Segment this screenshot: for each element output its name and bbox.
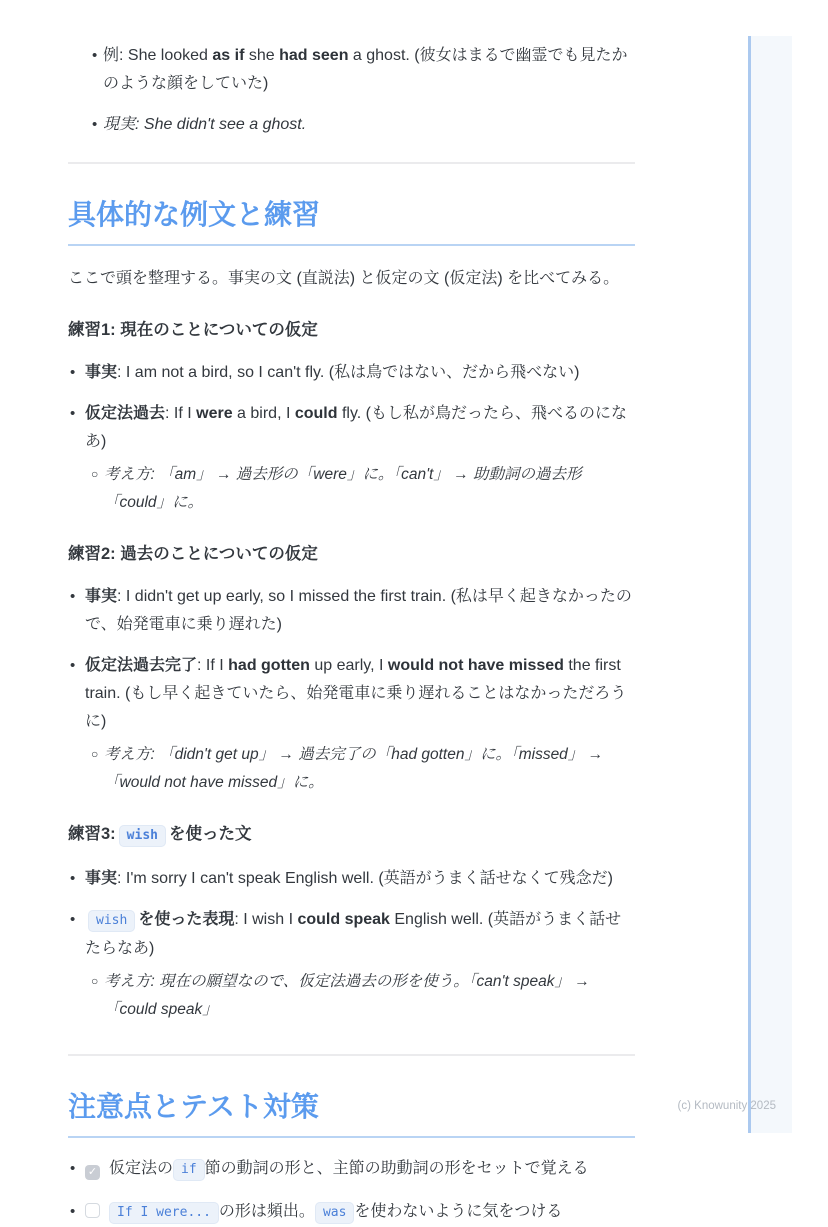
page-margin-panel [751, 36, 792, 1133]
drill1-fact-item [68, 359, 635, 387]
note-content [68, 0, 635, 1227]
drill1-fact-text: 事実: I am not a bird, so I can't fly. (私は鳥ではない、だから飛べない) [85, 364, 580, 381]
circle-marker-icon: ○ [91, 747, 99, 761]
reality-text: 現実: She didn't see a ghost. [103, 116, 307, 133]
circle-marker-icon: ○ [91, 974, 99, 988]
drill2-fact-item [68, 583, 635, 639]
drill1-subjunctive-text: 仮定法過去: If I were a bird, I could fly. (もし私が鳥だったら、飛べるのになあ) [85, 405, 628, 450]
circle-marker-icon: ○ [91, 467, 99, 481]
section-title-tips: 注意点とテスト対策 [68, 1089, 635, 1138]
tips-checklist [68, 1155, 635, 1227]
copyright-footer: (c) Knowunity 2025 [677, 1100, 776, 1112]
drill2-subjunctive-text: 仮定法過去完了: If I had gotten up early, I would not have missed the first train. (もし早く起きていたら、始発電車に乗り遅れることはなかっただろうに) [85, 657, 627, 730]
section-divider [68, 162, 635, 164]
drill3-wish-item [68, 906, 635, 1024]
example-bullet [68, 42, 635, 98]
drill3-fact-item [68, 865, 635, 893]
drill1-list [68, 359, 635, 517]
drill2-list [68, 583, 635, 797]
bullet-marker-icon: • [70, 1203, 76, 1220]
drill3-heading: 練習3: wish を使った文 [68, 820, 635, 850]
drill1-note-text: 考え方: 「am」 → 過去形の「were」に。「can't」 → 助動詞の過去形「could」に。 [104, 466, 582, 511]
asif-example-list [68, 42, 635, 139]
section-intro-paragraph: ここで頭を整理する。事実の文 (直説法) と仮定の文 (仮定法) を比べてみる。 [68, 270, 620, 287]
checklist-text: 仮定法の if 節の動詞の形と、主節の助動詞の形をセットで覚える [109, 1160, 589, 1177]
drill2-heading: 練習2: 過去のことについての仮定 [68, 545, 318, 563]
was-code-chip: was [315, 1202, 354, 1224]
if-i-were-code-chip: If I were... [109, 1202, 219, 1224]
drill1-thinking-note [85, 461, 635, 517]
drill3-wish-text: wish を使った表現: I wish I could speak English well. (英語がうまく話せたらなあ) [85, 911, 622, 957]
page-edge-line [748, 36, 751, 1133]
drill2-subjunctive-item [68, 652, 635, 797]
drill1-heading: 練習1: 現在のことについての仮定 [68, 321, 318, 339]
bullet-marker-icon: • [70, 870, 76, 887]
checklist-text: If I were... の形は頻出。 was を使わないように気をつける [109, 1203, 562, 1220]
bullet-marker-icon: • [70, 588, 76, 605]
checklist-item-verb-forms [68, 1155, 635, 1184]
drill2-thinking-note [85, 741, 635, 797]
drill1-subjunctive-item [68, 400, 635, 517]
wish-code-chip: wish [88, 910, 135, 932]
drill3-list [68, 865, 635, 1024]
bullet-marker-icon: • [92, 116, 98, 133]
drill2-fact-text: 事実: I didn't get up early, so I missed the first train. (私は早く起きなかったので、始発電車に乗り遅れた) [85, 588, 632, 633]
bullet-marker-icon: • [92, 47, 98, 64]
checklist-item-if-i-were [68, 1198, 635, 1227]
reality-bullet [68, 111, 635, 139]
bullet-marker-icon: • [70, 405, 76, 422]
bullet-marker-icon: • [70, 364, 76, 381]
drill3-note-text: 考え方: 現在の願望なので、仮定法過去の形を使う。「can't speak」 → 「could speak」 [104, 973, 590, 1018]
bullet-marker-icon: • [70, 657, 76, 674]
wish-code-chip: wish [119, 825, 166, 847]
drill2-note-text: 考え方: 「didn't get up」 → 過去完了の「had gotten」に。「missed」 → 「would not have missed」に。 [104, 746, 604, 791]
drill3-thinking-note [85, 968, 635, 1024]
section-divider [68, 1054, 635, 1056]
bullet-marker-icon: • [70, 911, 76, 928]
example-text: 例: She looked as if she had seen a ghost. (彼女はまるで幽霊でも見たかのような顔をしていた) [103, 47, 628, 92]
task-checkbox-unchecked[interactable] [85, 1203, 100, 1218]
section-title-examples: 具体的な例文と練習 [68, 197, 635, 246]
task-checkbox-checked[interactable]: ✓ [85, 1165, 100, 1180]
drill3-fact-text: 事実: I'm sorry I can't speak English well. (英語がうまく話せなくて残念だ) [85, 870, 613, 887]
bullet-marker-icon: • [70, 1160, 76, 1177]
if-code-chip: if [173, 1159, 205, 1181]
